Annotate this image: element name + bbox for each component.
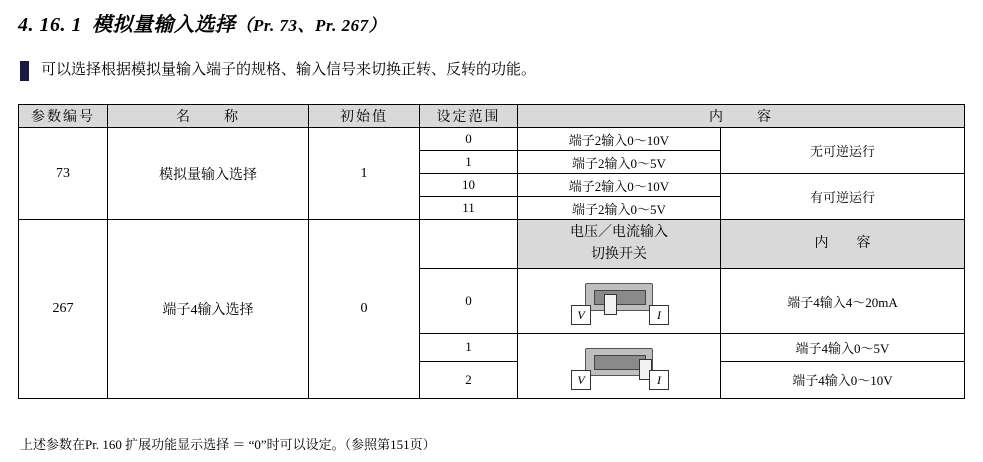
- intro-text: 可以选择根据模拟量输入端子的规格、输入信号来切换正转、反转的功能。: [41, 62, 537, 78]
- section-heading: [18, 8, 386, 37]
- cell-range: 10: [420, 174, 518, 197]
- section-refs: （Pr. 73、Pr. 267）: [235, 16, 387, 35]
- table-subheader-row: [19, 220, 965, 269]
- header-initial: 初始值: [309, 105, 420, 128]
- cell-range: 1: [420, 334, 518, 362]
- cell-param-no: 73: [19, 128, 108, 220]
- bullet-marker-icon: [20, 61, 29, 81]
- cell-description: 端子4输入4～20mA: [721, 269, 965, 334]
- cell-range: 1: [420, 151, 518, 174]
- switch-label-current: I: [649, 370, 669, 390]
- switch-slot: [594, 355, 646, 370]
- parameter-table: [18, 104, 965, 399]
- cell-switch-diagram: [518, 269, 721, 334]
- cell-description: 端子4输入0～10V: [721, 361, 965, 398]
- cell-param-initial: 0: [309, 220, 420, 399]
- section-number: 4. 16. 1: [18, 14, 82, 36]
- switch-label-current: I: [649, 305, 669, 325]
- switch-label-voltage: V: [571, 305, 591, 325]
- switch-body: [585, 283, 653, 311]
- cell-description: 端子2输入0～10V: [518, 128, 721, 151]
- header-name: 名 称: [108, 105, 309, 128]
- switch-lever-left-icon: [571, 275, 667, 327]
- cell-param-name: 端子4输入选择: [108, 220, 309, 399]
- header-param-no: 参数编号: [19, 105, 108, 128]
- switch-label-voltage: V: [571, 370, 591, 390]
- cell-param-name: 模拟量输入选择: [108, 128, 309, 220]
- subheader-switch-line1: 电压／电流输入: [570, 225, 668, 240]
- switch-body: [585, 348, 653, 376]
- header-range: 设定范围: [420, 105, 518, 128]
- cell-description: 端子4输入0～5V: [721, 334, 965, 362]
- cell-note: 有可逆运行: [721, 174, 965, 220]
- switch-slot: [594, 290, 646, 305]
- cell-switch-diagram: [518, 334, 721, 399]
- cell-range: 0: [420, 269, 518, 334]
- cell-range: 2: [420, 361, 518, 398]
- section-title: 模拟量输入选择: [92, 14, 236, 36]
- cell-range: 0: [420, 128, 518, 151]
- subheader-switch: [518, 220, 721, 269]
- switch-lever: [604, 294, 617, 315]
- cell-description: 端子2输入0～5V: [518, 197, 721, 220]
- table-row: [19, 128, 965, 151]
- intro-paragraph: [20, 60, 536, 81]
- subheader-switch-line2: 切换开关: [591, 247, 647, 262]
- table-header-row: [19, 105, 965, 128]
- header-content: 内 容: [518, 105, 965, 128]
- cell-description: 端子2输入0～5V: [518, 151, 721, 174]
- footnote: 上述参数在Pr. 160 扩展功能显示选择 ＝ “0”时可以设定。（参照第151页）: [20, 437, 436, 452]
- switch-lever-right-icon: [571, 340, 667, 392]
- cell-description: 端子2输入0～10V: [518, 174, 721, 197]
- cell-note: 无可逆运行: [721, 128, 965, 174]
- cell-param-initial: 1: [309, 128, 420, 220]
- cell-param-no: 267: [19, 220, 108, 399]
- subheader-content: 内 容: [721, 220, 965, 269]
- cell-range: 11: [420, 197, 518, 220]
